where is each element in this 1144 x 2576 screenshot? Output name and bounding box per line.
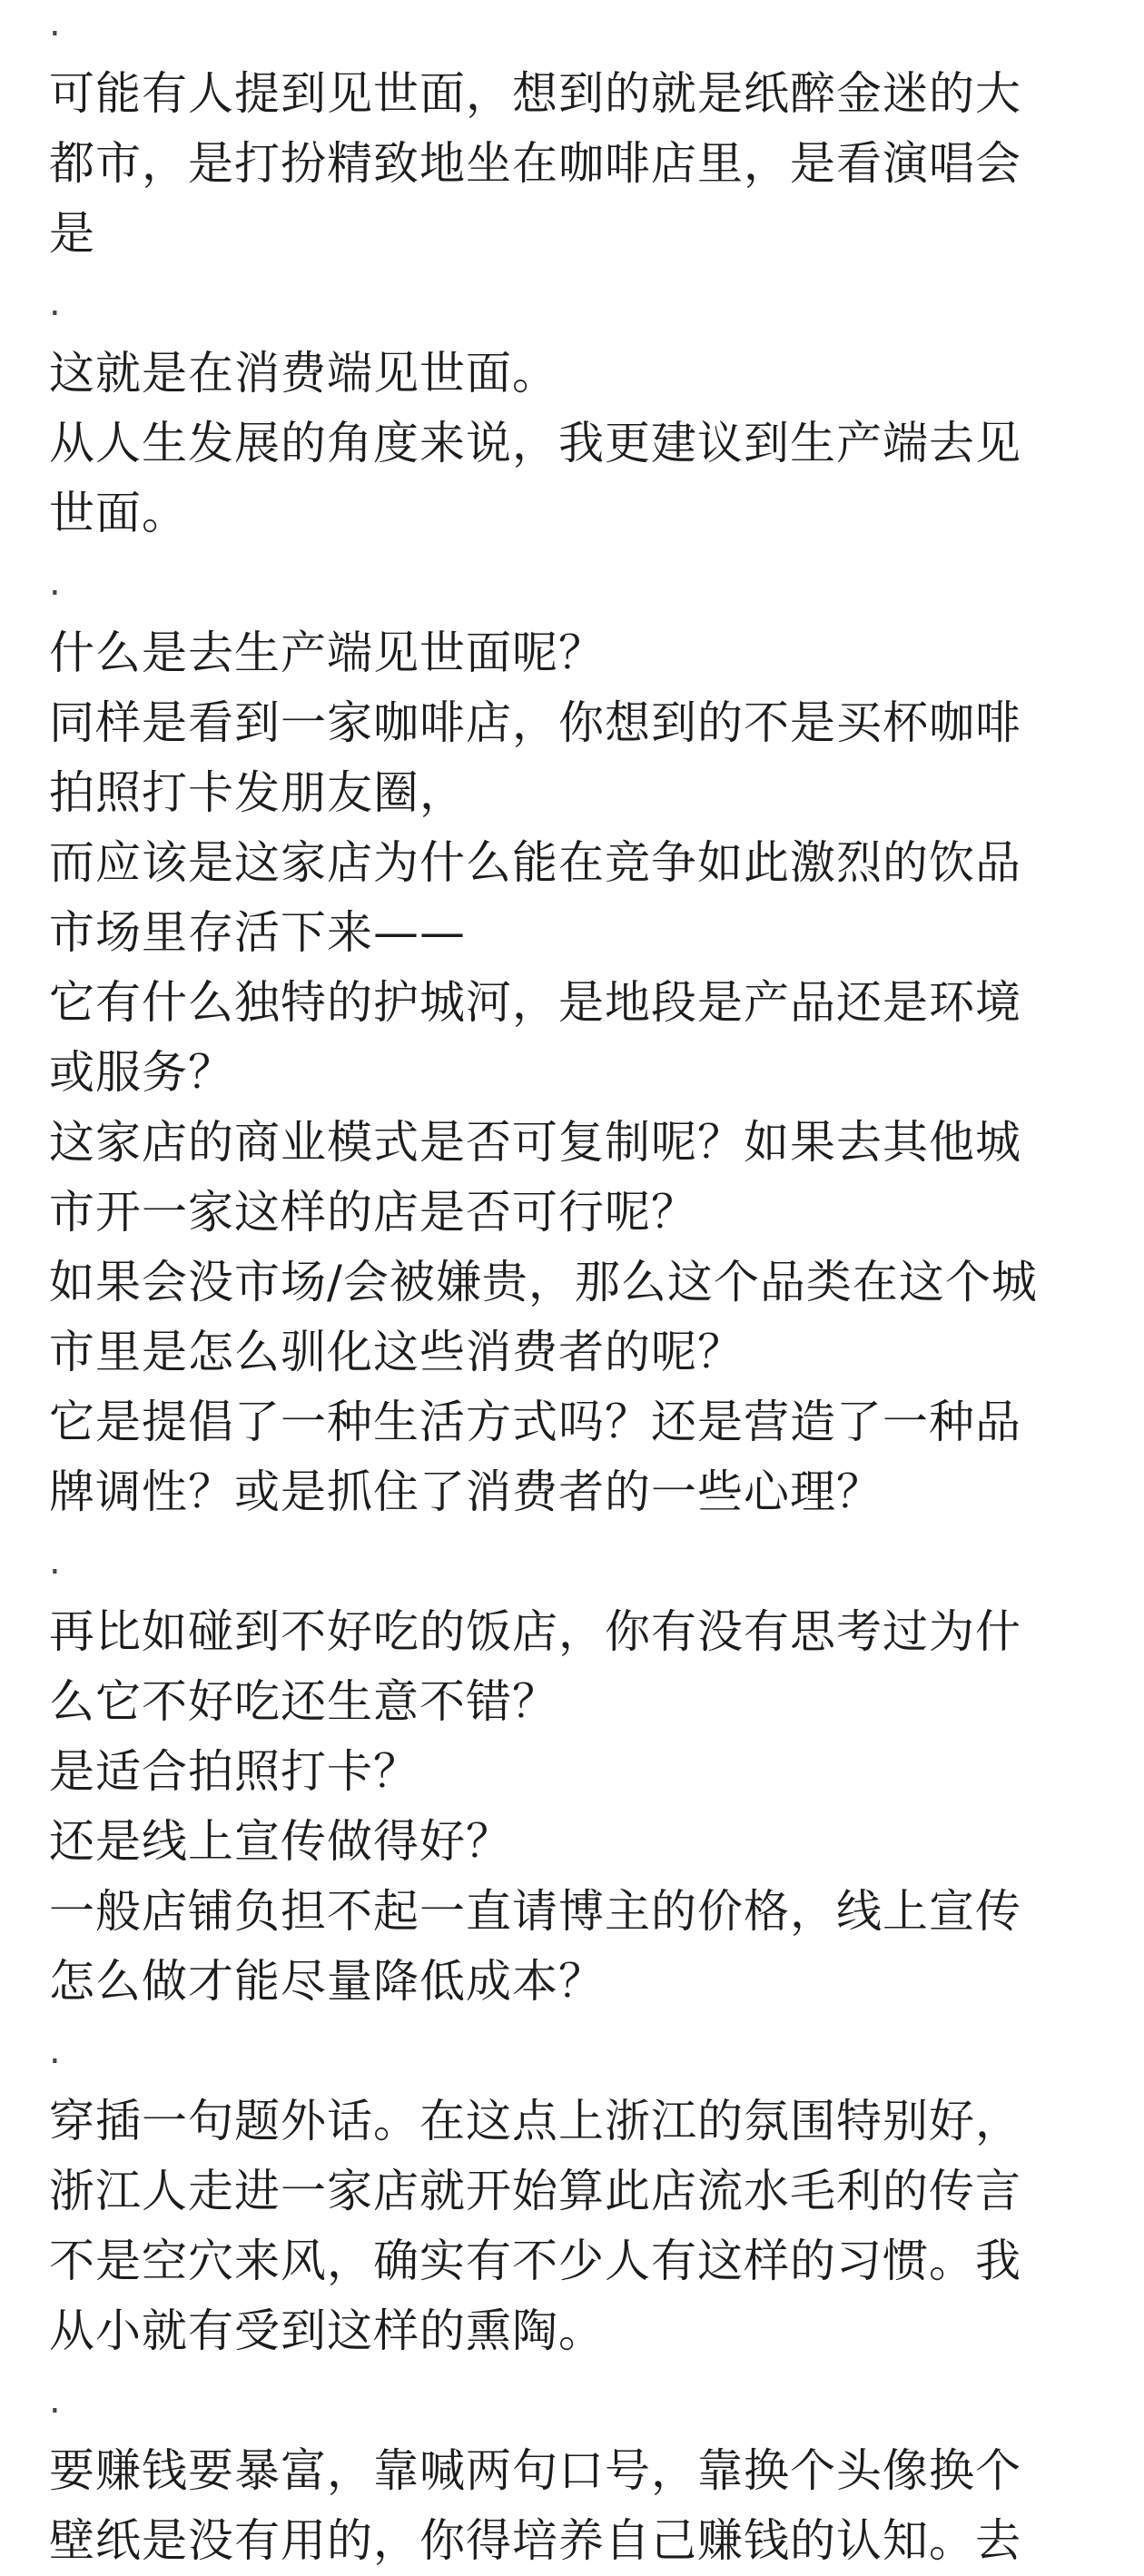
article-body [49,0,1102,2576]
separator-dot: . [49,282,62,324]
text-line: 如果会没市场/会被嫌贵，那么这个品类在这个城 [49,1256,1038,1308]
text-line: 从人生发展的角度来说，我更建议到生产端去见 [49,417,1021,469]
text-line: 是 [49,207,95,260]
text-line: 它是提倡了一种生活方式吗？还是营造了一种品 [49,1396,1021,1448]
text-line: 浙江人走进一家店就开始算此店流水毛利的传言 [49,2165,1021,2217]
text-line: 一般店铺负担不起一直请博主的价格，线上宣传 [49,1885,1021,1938]
separator-dot: . [49,2380,62,2422]
text-line: 从小就有受到这样的熏陶。 [49,2305,605,2357]
text-line: 市场里存活下来—— [49,906,466,959]
text-line: 这就是在消费端见世面。 [49,347,558,400]
text-line: 不是空穴来风，确实有不少人有这样的习惯。我 [49,2235,1021,2287]
separator-dot: . [49,1541,62,1583]
text-line: 同样是看到一家咖啡店，你想到的不是买杯咖啡 [49,696,1021,749]
text-line: 或服务？ [49,1046,234,1099]
text-line: 市里是怎么驯化这些消费者的呢？ [49,1326,744,1378]
text-line: 拍照打卡发朋友圈， [49,766,466,819]
text-line: 什么是去生产端见世面呢？ [49,627,605,679]
text-line: 都市，是打扮精致地坐在咖啡店里，是看演唱会 [49,137,1021,190]
text-line: 么它不好吃还生意不错？ [49,1675,558,1728]
text-line: 穿插一句题外话。在这点上浙江的氛围特别好， [49,2095,1021,2147]
text-line: 可能有人提到见世面，想到的就是纸醉金迷的大 [49,67,1021,120]
text-line: 牌调性？或是抓住了消费者的一些心理？ [49,1466,883,1518]
text-line: 世面。 [49,487,188,539]
text-line: 怎么做才能尽量降低成本？ [49,1955,605,2008]
text-line: 是适合拍照打卡？ [49,1745,419,1798]
text-line: 壁纸是没有用的，你得培养自己赚钱的认知。去 [49,2514,1021,2567]
text-line: 再比如碰到不好吃的饭店，你有没有思考过为什 [49,1605,1021,1658]
text-line: 要赚钱要暴富，靠喊两句口号，靠换个头像换个 [49,2444,1021,2497]
separator-dot: . [49,3,62,44]
text-line: 而应该是这家店为什么能在竞争如此激烈的饮品 [49,836,1021,889]
text-line: 还是线上宣传做得好？ [49,1815,512,1868]
separator-dot: . [49,562,62,604]
separator-dot: . [49,2030,62,2072]
text-line: 这家店的商业模式是否可复制呢？如果去其他城 [49,1116,1021,1169]
text-line: 市开一家这样的店是否可行呢？ [49,1186,697,1239]
text-line: 它有什么独特的护城河，是地段是产品还是环境 [49,976,1021,1029]
